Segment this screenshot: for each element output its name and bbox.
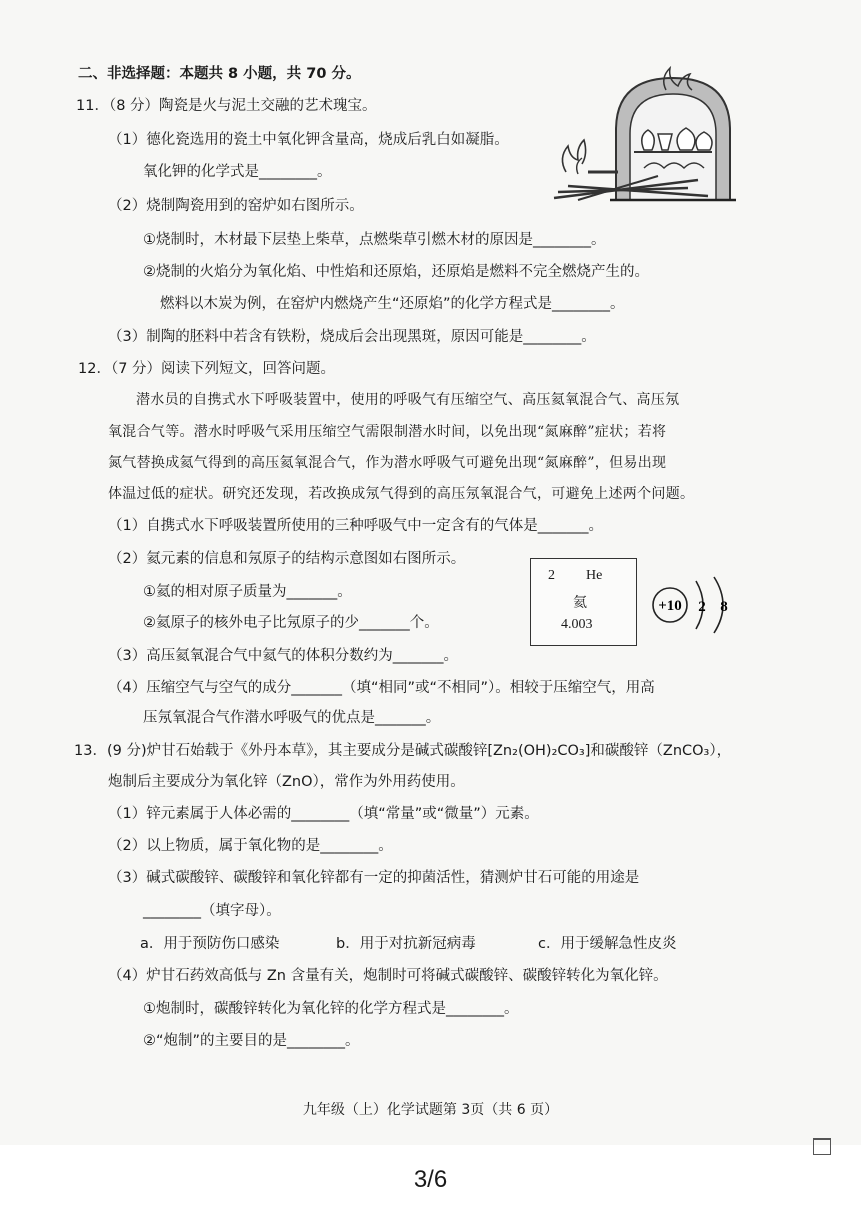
- q11-stem: 11．（8 分）陶瓷是火与泥土交融的艺术瑰宝。: [76, 98, 377, 114]
- atomic-number: 2: [548, 568, 555, 583]
- q13-part4: （4）炉甘石药效高低与 Zn 含量有关，炮制时可将碱式碳酸锌、碳酸锌转化为氧化锌。: [108, 968, 668, 984]
- element-symbol: He: [586, 568, 603, 583]
- page-indicator: 3/6: [413, 1166, 448, 1193]
- q11-part3: （3）制陶的胚料中若含有铁粉，烧成后会出现黑斑，原因可能是________。: [108, 329, 596, 345]
- q12-passage-line: 氧混合气等。潜水时呼吸气采用压缩空气需限制潜水时间，以免出现“氮麻醉”症状；若将: [108, 424, 667, 440]
- q13-option-c: c．用于缓解急性皮炎: [538, 936, 677, 952]
- q11-part1-text: （1）德化瓷选用的瓷土中氧化钾含量高，烧成后乳白如凝脂。: [108, 132, 509, 148]
- q12-part3: （3）高压氦氧混合气中氦气的体积分数约为_______。: [108, 648, 458, 664]
- neon-atom-diagram: [650, 575, 745, 635]
- helium-element-card: [530, 558, 637, 646]
- section-header: 二、非选择题：本题共 8 小题，共 70 分。: [78, 66, 361, 82]
- q11-part2-text: （2）烧制陶瓷用到的窑炉如右图所示。: [108, 198, 364, 214]
- kiln-illustration: [548, 60, 753, 210]
- nucleus-charge: +10: [658, 598, 682, 614]
- q12-passage-line: 氮气替换成氦气得到的高压氦氧混合气，作为潜水呼吸气可避免出现“氮麻醉”，但易出现: [108, 455, 667, 471]
- corner-mark-icon: [813, 1138, 831, 1155]
- q12-part1: （1）自携式水下呼吸装置所使用的三种呼吸气中一定含有的气体是_______。: [108, 518, 603, 534]
- q12-part4-line2: 压氖氧混合气作潜水呼吸气的优点是_______。: [143, 710, 441, 726]
- q12-part2-sub2: ②氦原子的核外电子比氖原子的少_______个。: [143, 615, 439, 631]
- q13-option-a: a．用于预防伤口感染: [140, 936, 280, 952]
- q11-part2-sub1: ①烧制时，木材最下层垫上柴草，点燃柴草引燃木材的原因是________。: [143, 232, 606, 248]
- element-name: 氦: [573, 595, 587, 611]
- page-footer: 九年级（上）化学试题第 3页（共 6 页）: [302, 1102, 559, 1118]
- q13-part4-sub1: ①炮制时，碳酸锌转化为氧化锌的化学方程式是________。: [143, 1001, 519, 1017]
- q12-part4-line1: （4）压缩空气与空气的成分_______（填“相同”或“不相同”）。相较于压缩空气，用高: [108, 680, 655, 696]
- q13-part3-line2: ________（填字母）。: [143, 903, 281, 919]
- q11-part2-sub2: ②烧制的火焰分为氧化焰、中性焰和还原焰，还原焰是燃料不完全燃烧产生的。: [143, 264, 649, 280]
- q13-part3-line1: （3）碱式碳酸锌、碳酸锌和氧化锌都有一定的抑菌活性，猜测炉甘石可能的用途是: [108, 870, 640, 886]
- q12-part2-text: （2）氦元素的信息和氖原子的结构示意图如右图所示。: [108, 551, 466, 567]
- shell-2-electrons: 8: [720, 599, 728, 615]
- q12-passage-line: 体温过低的症状。研究还发现，若改换成氖气得到的高压氖氧混合气，可避免上述两个问题。: [108, 486, 695, 502]
- q12-part2-sub1: ①氦的相对原子质量为_______。: [143, 584, 352, 600]
- q13-option-b: b．用于对抗新冠病毒: [336, 936, 476, 952]
- q13-stem-line2: 炮制后主要成分为氧化锌（ZnO），常作为外用药使用。: [108, 774, 465, 790]
- q13-part4-sub2: ②“炮制”的主要目的是________。: [143, 1033, 360, 1049]
- q12-passage-line: 潜水员的自携式水下呼吸装置中，使用的呼吸气有压缩空气、高压氦氧混合气、高压氖: [136, 392, 680, 408]
- q13-stem-line1: 13．(9 分)炉甘石始载于《外丹本草》，其主要成分是碱式碳酸锌[Zn₂(OH)₂CO₃]和碳酸锌（ZnCO₃），: [74, 743, 732, 759]
- q13-part2: （2）以上物质，属于氧化物的是________。: [108, 838, 393, 854]
- atomic-mass: 4.003: [561, 617, 593, 632]
- q11-part1-question: 氧化钾的化学式是________。: [143, 164, 332, 180]
- q13-part1: （1）锌元素属于人体必需的________（填“常量”或“微量”）元素。: [108, 806, 539, 822]
- q11-part2-sub2-question: 燃料以木炭为例，在窑炉内燃烧产生“还原焰”的化学方程式是________。: [160, 296, 625, 312]
- q12-stem: 12．（7 分）阅读下列短文，回答问题。: [78, 361, 336, 377]
- shell-1-electrons: 2: [698, 599, 706, 615]
